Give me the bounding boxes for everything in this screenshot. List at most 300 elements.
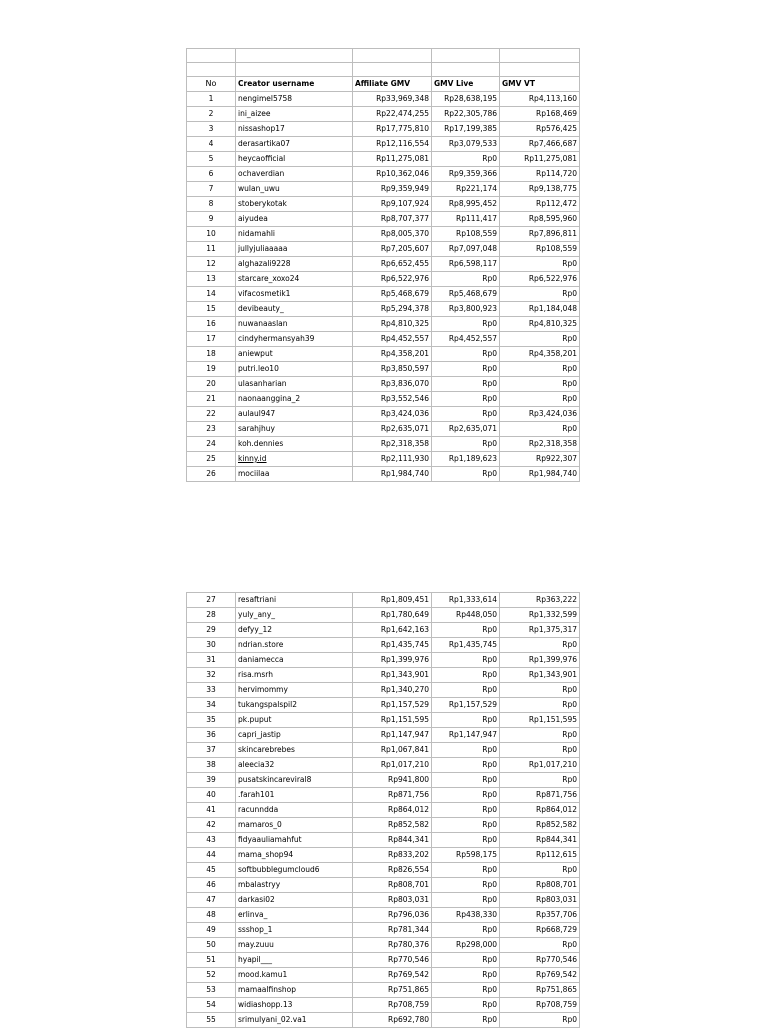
cell-gmv-live[interactable]: Rp0 [432, 968, 500, 983]
table-row [187, 197, 580, 212]
cell-username[interactable]: mbalastryy [236, 878, 353, 893]
cell-no[interactable]: 27 [187, 593, 236, 608]
cell-affiliate-gmv[interactable]: Rp5,468,679 [353, 287, 432, 302]
cell-username[interactable]: nuwanaaslan [236, 317, 353, 332]
cell-gmv-vt[interactable]: Rp576,425 [500, 122, 580, 137]
cell-gmv-live[interactable]: Rp0 [432, 437, 500, 452]
cell-affiliate-gmv[interactable]: Rp10,362,046 [353, 167, 432, 182]
cell-affiliate-gmv[interactable]: Rp941,800 [353, 773, 432, 788]
cell-no[interactable]: 4 [187, 137, 236, 152]
cell-gmv-vt[interactable]: Rp0 [500, 683, 580, 698]
cell-no[interactable]: 55 [187, 1013, 236, 1028]
cell-gmv-vt[interactable]: Rp0 [500, 362, 580, 377]
cell-affiliate-gmv[interactable]: Rp33,969,348 [353, 92, 432, 107]
cell-gmv-vt[interactable]: Rp363,222 [500, 593, 580, 608]
cell-gmv-vt[interactable]: Rp0 [500, 938, 580, 953]
table-row [187, 593, 580, 608]
cell-gmv-live[interactable]: Rp0 [432, 878, 500, 893]
cell-gmv-live[interactable]: Rp448,050 [432, 608, 500, 623]
cell-gmv-live[interactable]: Rp0 [432, 152, 500, 167]
cell-affiliate-gmv[interactable]: Rp4,810,325 [353, 317, 432, 332]
cell-no[interactable]: 19 [187, 362, 236, 377]
cell-gmv-live[interactable]: Rp0 [432, 743, 500, 758]
cell-gmv-vt[interactable]: Rp168,469 [500, 107, 580, 122]
cell-gmv-vt[interactable]: Rp7,896,811 [500, 227, 580, 242]
cell-gmv-live[interactable]: Rp1,157,529 [432, 698, 500, 713]
cell-username[interactable]: hervimommy [236, 683, 353, 698]
cell-affiliate-gmv[interactable]: Rp751,865 [353, 983, 432, 998]
cell-gmv-vt[interactable]: Rp0 [500, 638, 580, 653]
cell-gmv-live[interactable]: Rp28,638,195 [432, 92, 500, 107]
table-row [187, 998, 580, 1013]
cell-no[interactable]: 28 [187, 608, 236, 623]
cell-no[interactable]: 7 [187, 182, 236, 197]
cell-gmv-vt[interactable]: Rp6,522,976 [500, 272, 580, 287]
cell-affiliate-gmv[interactable]: Rp1,984,740 [353, 467, 432, 482]
cell-username[interactable]: daniamecca [236, 653, 353, 668]
cell-username[interactable]: putri.leo10 [236, 362, 353, 377]
cell-username[interactable]: resaftriani [236, 593, 353, 608]
cell-gmv-vt[interactable]: Rp871,756 [500, 788, 580, 803]
cell-no[interactable]: 23 [187, 422, 236, 437]
cell-affiliate-gmv[interactable]: Rp2,635,071 [353, 422, 432, 437]
cell-no[interactable]: 1 [187, 92, 236, 107]
cell-username[interactable]: aiyudea [236, 212, 353, 227]
table-row [187, 773, 580, 788]
table-row [187, 983, 580, 998]
cell-gmv-live[interactable]: Rp0 [432, 347, 500, 362]
cell-username[interactable]: heycaofficial [236, 152, 353, 167]
cell-username[interactable]: yuly_any_ [236, 608, 353, 623]
cell-username[interactable]: aulaul947 [236, 407, 353, 422]
cell-gmv-vt[interactable]: Rp803,031 [500, 893, 580, 908]
cell-affiliate-gmv[interactable]: Rp833,202 [353, 848, 432, 863]
cell-gmv-live[interactable]: Rp0 [432, 758, 500, 773]
cell-affiliate-gmv[interactable]: Rp770,546 [353, 953, 432, 968]
cell-no[interactable]: 43 [187, 833, 236, 848]
table-row [187, 923, 580, 938]
cell-no[interactable]: 2 [187, 107, 236, 122]
cell-gmv-vt[interactable]: Rp4,358,201 [500, 347, 580, 362]
cell-gmv-vt[interactable]: Rp0 [500, 1013, 580, 1028]
cell-gmv-live[interactable]: Rp17,199,385 [432, 122, 500, 137]
cell-gmv-vt[interactable]: Rp708,759 [500, 998, 580, 1013]
cell-gmv-live[interactable]: Rp9,359,366 [432, 167, 500, 182]
cell-gmv-live[interactable]: Rp3,800,923 [432, 302, 500, 317]
cell-gmv-live[interactable]: Rp1,333,614 [432, 593, 500, 608]
cell-gmv-live[interactable]: Rp0 [432, 863, 500, 878]
cell-no[interactable]: 22 [187, 407, 236, 422]
cell-gmv-vt[interactable]: Rp0 [500, 257, 580, 272]
cell-gmv-vt[interactable]: Rp0 [500, 698, 580, 713]
cell-no[interactable]: 26 [187, 467, 236, 482]
cell-no[interactable]: 38 [187, 758, 236, 773]
cell-affiliate-gmv[interactable]: Rp3,552,546 [353, 392, 432, 407]
cell-username[interactable]: stoberykotak [236, 197, 353, 212]
cell-username[interactable]: pk.puput [236, 713, 353, 728]
cell-gmv-vt[interactable]: Rp1,151,595 [500, 713, 580, 728]
cell-affiliate-gmv[interactable]: Rp9,107,924 [353, 197, 432, 212]
cell-affiliate-gmv[interactable]: Rp6,522,976 [353, 272, 432, 287]
cell-gmv-live[interactable]: Rp0 [432, 317, 500, 332]
cell-gmv-live[interactable]: Rp6,598,117 [432, 257, 500, 272]
cell-affiliate-gmv[interactable]: Rp826,554 [353, 863, 432, 878]
cell-no[interactable]: 50 [187, 938, 236, 953]
table-row [187, 938, 580, 953]
cell-gmv-vt[interactable]: Rp844,341 [500, 833, 580, 848]
cell-username[interactable]: skincarebrebes [236, 743, 353, 758]
cell-gmv-live[interactable]: Rp7,097,048 [432, 242, 500, 257]
cell-affiliate-gmv[interactable]: Rp17,775,810 [353, 122, 432, 137]
cell-affiliate-gmv[interactable]: Rp9,359,949 [353, 182, 432, 197]
cell-username[interactable]: mamaros_0 [236, 818, 353, 833]
cell-gmv-vt[interactable]: Rp770,546 [500, 953, 580, 968]
cell-gmv-live[interactable]: Rp0 [432, 467, 500, 482]
cell-username[interactable]: softbubblegumcloud6 [236, 863, 353, 878]
cell-no[interactable]: 3 [187, 122, 236, 137]
cell-no[interactable]: 49 [187, 923, 236, 938]
cell-gmv-live[interactable]: Rp0 [432, 833, 500, 848]
cell-username[interactable]: devibeauty_ [236, 302, 353, 317]
cell-affiliate-gmv[interactable]: Rp864,012 [353, 803, 432, 818]
cell-gmv-live[interactable]: Rp108,559 [432, 227, 500, 242]
cell-gmv-vt[interactable]: Rp0 [500, 287, 580, 302]
cell-no[interactable]: 13 [187, 272, 236, 287]
cell-gmv-live[interactable]: Rp0 [432, 788, 500, 803]
cell-gmv-live[interactable]: Rp0 [432, 377, 500, 392]
cell-gmv-vt[interactable]: Rp0 [500, 743, 580, 758]
cell-gmv-live[interactable]: Rp8,995,452 [432, 197, 500, 212]
cell-no[interactable]: 51 [187, 953, 236, 968]
cell-no[interactable]: 41 [187, 803, 236, 818]
cell-affiliate-gmv[interactable]: Rp6,652,455 [353, 257, 432, 272]
cell-affiliate-gmv[interactable]: Rp2,111,930 [353, 452, 432, 467]
cell-gmv-vt[interactable]: Rp0 [500, 332, 580, 347]
cell-gmv-vt[interactable]: Rp1,184,048 [500, 302, 580, 317]
cell-affiliate-gmv[interactable]: Rp844,341 [353, 833, 432, 848]
table-row [187, 122, 580, 137]
cell-affiliate-gmv[interactable]: Rp1,642,163 [353, 623, 432, 638]
cell-gmv-live[interactable]: Rp22,305,786 [432, 107, 500, 122]
cell-affiliate-gmv[interactable]: Rp1,147,947 [353, 728, 432, 743]
table-row [187, 362, 580, 377]
cell-gmv-live[interactable]: Rp0 [432, 773, 500, 788]
cell-username[interactable]: hyapil___ [236, 953, 353, 968]
cell-no[interactable]: 29 [187, 623, 236, 638]
cell-affiliate-gmv[interactable]: Rp1,435,745 [353, 638, 432, 653]
table-row [187, 743, 580, 758]
cell-no[interactable]: 45 [187, 863, 236, 878]
cell-no[interactable]: 52 [187, 968, 236, 983]
cell-gmv-vt[interactable]: Rp1,399,976 [500, 653, 580, 668]
cell-affiliate-gmv[interactable]: Rp3,850,597 [353, 362, 432, 377]
cell-gmv-live[interactable]: Rp0 [432, 668, 500, 683]
header-gmv-live[interactable]: GMV Live [432, 77, 500, 92]
cell-gmv-live[interactable]: Rp298,000 [432, 938, 500, 953]
table-row [187, 302, 580, 317]
cell-gmv-live[interactable]: Rp0 [432, 1013, 500, 1028]
cell-gmv-live[interactable]: Rp0 [432, 953, 500, 968]
cell-gmv-live[interactable]: Rp0 [432, 623, 500, 638]
cell-no[interactable]: 32 [187, 668, 236, 683]
cell-affiliate-gmv[interactable]: Rp796,036 [353, 908, 432, 923]
cell-username[interactable]: sarahjhuy [236, 422, 353, 437]
cell-gmv-live[interactable]: Rp0 [432, 683, 500, 698]
cell-gmv-vt[interactable]: Rp668,729 [500, 923, 580, 938]
table-row [187, 257, 580, 272]
cell-gmv-vt[interactable]: Rp4,113,160 [500, 92, 580, 107]
cell-affiliate-gmv[interactable]: Rp1,151,595 [353, 713, 432, 728]
cell-username[interactable]: starcare_xoxo24 [236, 272, 353, 287]
cell-gmv-vt[interactable]: Rp357,706 [500, 908, 580, 923]
cell-gmv-live[interactable]: Rp0 [432, 407, 500, 422]
cell-affiliate-gmv[interactable]: Rp1,340,270 [353, 683, 432, 698]
cell-affiliate-gmv[interactable]: Rp3,836,070 [353, 377, 432, 392]
cell-gmv-live[interactable]: Rp0 [432, 803, 500, 818]
cell-gmv-vt[interactable]: Rp808,701 [500, 878, 580, 893]
cell-no[interactable]: 18 [187, 347, 236, 362]
cell-username[interactable]: ini_aizee [236, 107, 353, 122]
cell-gmv-vt[interactable]: Rp9,138,775 [500, 182, 580, 197]
cell-username[interactable]: mamaalfinshop [236, 983, 353, 998]
cell-gmv-vt[interactable]: Rp3,424,036 [500, 407, 580, 422]
cell-username[interactable]: risa.msrh [236, 668, 353, 683]
cell-username[interactable]: ochaverdian [236, 167, 353, 182]
cell-username[interactable]: fidyaauliamahfut [236, 833, 353, 848]
cell-gmv-vt[interactable]: Rp114,720 [500, 167, 580, 182]
cell-affiliate-gmv[interactable]: Rp1,780,649 [353, 608, 432, 623]
table-row [187, 953, 580, 968]
cell-username[interactable]: nidamahli [236, 227, 353, 242]
cell-affiliate-gmv[interactable]: Rp781,344 [353, 923, 432, 938]
cell-gmv-vt[interactable]: Rp1,332,599 [500, 608, 580, 623]
cell-no[interactable]: 15 [187, 302, 236, 317]
cell-affiliate-gmv[interactable]: Rp769,542 [353, 968, 432, 983]
cell-username[interactable]: tukangspalspil2 [236, 698, 353, 713]
cell-gmv-live[interactable]: Rp221,174 [432, 182, 500, 197]
cell-gmv-vt[interactable]: Rp0 [500, 728, 580, 743]
cell-gmv-live[interactable]: Rp0 [432, 713, 500, 728]
cell-gmv-live[interactable]: Rp598,175 [432, 848, 500, 863]
header-affiliate-gmv[interactable]: Affiliate GMV [353, 77, 432, 92]
table-row [187, 653, 580, 668]
cell-affiliate-gmv[interactable]: Rp1,343,901 [353, 668, 432, 683]
cell-username[interactable]: nissashop17 [236, 122, 353, 137]
cell-affiliate-gmv[interactable]: Rp871,756 [353, 788, 432, 803]
cell-gmv-vt[interactable]: Rp0 [500, 422, 580, 437]
cell-no[interactable]: 16 [187, 317, 236, 332]
cell-no[interactable]: 53 [187, 983, 236, 998]
cell-username[interactable]: mociilaa [236, 467, 353, 482]
cell-gmv-vt[interactable]: Rp112,615 [500, 848, 580, 863]
cell-gmv-vt[interactable]: Rp864,012 [500, 803, 580, 818]
cell-username[interactable]: aleecia32 [236, 758, 353, 773]
table-row [187, 107, 580, 122]
cell-username[interactable]: kinny.id [236, 452, 353, 467]
cell-gmv-vt[interactable]: Rp0 [500, 863, 580, 878]
cell-affiliate-gmv[interactable]: Rp7,205,607 [353, 242, 432, 257]
table-row [187, 467, 580, 482]
cell-gmv-vt[interactable]: Rp1,017,210 [500, 758, 580, 773]
cell-username[interactable]: vifacosmetik1 [236, 287, 353, 302]
table-row [187, 728, 580, 743]
cell-gmv-vt[interactable]: Rp108,559 [500, 242, 580, 257]
cell-username[interactable]: wulan_uwu [236, 182, 353, 197]
cell-username[interactable]: koh.dennies [236, 437, 353, 452]
cell-username[interactable]: mood.kamu1 [236, 968, 353, 983]
cell-no[interactable]: 5 [187, 152, 236, 167]
cell-affiliate-gmv[interactable]: Rp2,318,358 [353, 437, 432, 452]
header-username[interactable]: Creator username [236, 77, 353, 92]
cell-no[interactable]: 35 [187, 713, 236, 728]
cell-username[interactable]: defyy_12 [236, 623, 353, 638]
cell-username[interactable]: erlinva_ [236, 908, 353, 923]
cell-username[interactable]: derasartika07 [236, 137, 353, 152]
cell-affiliate-gmv[interactable]: Rp1,157,529 [353, 698, 432, 713]
cell-gmv-live[interactable]: Rp2,635,071 [432, 422, 500, 437]
cell-gmv-vt[interactable]: Rp1,984,740 [500, 467, 580, 482]
cell-affiliate-gmv[interactable]: Rp803,031 [353, 893, 432, 908]
cell-no[interactable]: 33 [187, 683, 236, 698]
cell-username[interactable]: ndrian.store [236, 638, 353, 653]
cell-username[interactable]: srimulyani_02.va1 [236, 1013, 353, 1028]
cell-gmv-live[interactable]: Rp4,452,557 [432, 332, 500, 347]
cell-username[interactable]: may.zuuu [236, 938, 353, 953]
cell-affiliate-gmv[interactable]: Rp12,116,554 [353, 137, 432, 152]
cell-gmv-live[interactable]: Rp1,147,947 [432, 728, 500, 743]
cell-affiliate-gmv[interactable]: Rp11,275,081 [353, 152, 432, 167]
cell-gmv-vt[interactable]: Rp0 [500, 773, 580, 788]
cell-affiliate-gmv[interactable]: Rp780,376 [353, 938, 432, 953]
cell-username[interactable]: naonaanggina_2 [236, 392, 353, 407]
cell-username[interactable]: capri_jastip [236, 728, 353, 743]
cell-no[interactable]: 20 [187, 377, 236, 392]
cell-username[interactable]: aniewput [236, 347, 353, 362]
cell-gmv-live[interactable]: Rp0 [432, 392, 500, 407]
cell-affiliate-gmv[interactable]: Rp8,707,377 [353, 212, 432, 227]
cell-username[interactable]: jullyjuliaaaaa [236, 242, 353, 257]
cell-gmv-live[interactable]: Rp0 [432, 923, 500, 938]
cell-gmv-vt[interactable]: Rp922,307 [500, 452, 580, 467]
cell-no[interactable]: 54 [187, 998, 236, 1013]
cell-no[interactable]: 31 [187, 653, 236, 668]
cell-username[interactable]: pusatskincareviral8 [236, 773, 353, 788]
cell-no[interactable]: 47 [187, 893, 236, 908]
cell-affiliate-gmv[interactable]: Rp1,399,976 [353, 653, 432, 668]
cell-affiliate-gmv[interactable]: Rp22,474,255 [353, 107, 432, 122]
cell-no[interactable]: 25 [187, 452, 236, 467]
cell-no[interactable]: 17 [187, 332, 236, 347]
cell-affiliate-gmv[interactable]: Rp4,452,557 [353, 332, 432, 347]
cell-gmv-live[interactable]: Rp111,417 [432, 212, 500, 227]
cell-no[interactable]: 44 [187, 848, 236, 863]
cell-gmv-vt[interactable]: Rp1,343,901 [500, 668, 580, 683]
cell-no[interactable]: 24 [187, 437, 236, 452]
cell-no[interactable]: 39 [187, 773, 236, 788]
cell-affiliate-gmv[interactable]: Rp692,780 [353, 1013, 432, 1028]
cell-affiliate-gmv[interactable]: Rp1,067,841 [353, 743, 432, 758]
cell-no[interactable]: 48 [187, 908, 236, 923]
cell-username[interactable]: alghazali9228 [236, 257, 353, 272]
cell-gmv-live[interactable]: Rp0 [432, 362, 500, 377]
cell-username[interactable]: .farah101 [236, 788, 353, 803]
cell-affiliate-gmv[interactable]: Rp1,017,210 [353, 758, 432, 773]
cell-gmv-vt[interactable]: Rp1,375,317 [500, 623, 580, 638]
cell-gmv-vt[interactable]: Rp4,810,325 [500, 317, 580, 332]
cell-username[interactable]: darkasi02 [236, 893, 353, 908]
cell-no[interactable]: 14 [187, 287, 236, 302]
cell-gmv-vt[interactable]: Rp852,582 [500, 818, 580, 833]
cell-affiliate-gmv[interactable]: Rp708,759 [353, 998, 432, 1013]
cell-gmv-vt[interactable]: Rp7,466,687 [500, 137, 580, 152]
cell-gmv-vt[interactable]: Rp112,472 [500, 197, 580, 212]
cell-affiliate-gmv[interactable]: Rp3,424,036 [353, 407, 432, 422]
cell-gmv-vt[interactable]: Rp751,865 [500, 983, 580, 998]
cell-affiliate-gmv[interactable]: Rp808,701 [353, 878, 432, 893]
cell-gmv-vt[interactable]: Rp0 [500, 392, 580, 407]
cell-gmv-live[interactable]: Rp0 [432, 272, 500, 287]
cell-no[interactable]: 11 [187, 242, 236, 257]
cell-gmv-vt[interactable]: Rp0 [500, 377, 580, 392]
cell-no[interactable]: 21 [187, 392, 236, 407]
cell-gmv-live[interactable]: Rp0 [432, 998, 500, 1013]
cell-affiliate-gmv[interactable]: Rp1,809,451 [353, 593, 432, 608]
table-row [187, 803, 580, 818]
cell-affiliate-gmv[interactable]: Rp8,005,370 [353, 227, 432, 242]
cell-gmv-live[interactable]: Rp0 [432, 893, 500, 908]
cell-no[interactable]: 37 [187, 743, 236, 758]
cell-affiliate-gmv[interactable]: Rp5,294,378 [353, 302, 432, 317]
cell-no[interactable]: 34 [187, 698, 236, 713]
cell-gmv-live[interactable]: Rp0 [432, 983, 500, 998]
cell-gmv-vt[interactable]: Rp11,275,081 [500, 152, 580, 167]
cell-gmv-live[interactable]: Rp0 [432, 818, 500, 833]
header-no[interactable]: No [187, 77, 236, 92]
cell-no[interactable]: 12 [187, 257, 236, 272]
cell-no[interactable]: 9 [187, 212, 236, 227]
cell-no[interactable]: 8 [187, 197, 236, 212]
cell-gmv-vt[interactable]: Rp769,542 [500, 968, 580, 983]
header-gmv-vt[interactable]: GMV VT [500, 77, 580, 92]
cell-affiliate-gmv[interactable]: Rp4,358,201 [353, 347, 432, 362]
cell-username[interactable]: mama_shop94 [236, 848, 353, 863]
cell-username[interactable]: racunndda [236, 803, 353, 818]
cell-username[interactable]: nengimel5758 [236, 92, 353, 107]
cell-gmv-live[interactable]: Rp3,079,533 [432, 137, 500, 152]
cell-no[interactable]: 40 [187, 788, 236, 803]
cell-no[interactable]: 10 [187, 227, 236, 242]
cell-username[interactable]: ssshop_1 [236, 923, 353, 938]
cell-gmv-live[interactable]: Rp1,189,623 [432, 452, 500, 467]
cell-no[interactable]: 36 [187, 728, 236, 743]
cell-gmv-vt[interactable]: Rp8,595,960 [500, 212, 580, 227]
cell-no[interactable]: 46 [187, 878, 236, 893]
table-row [187, 863, 580, 878]
cell-no[interactable]: 42 [187, 818, 236, 833]
cell-gmv-vt[interactable]: Rp2,318,358 [500, 437, 580, 452]
cell-gmv-live[interactable]: Rp438,330 [432, 908, 500, 923]
cell-username[interactable]: cindyhermansyah39 [236, 332, 353, 347]
cell-gmv-live[interactable]: Rp5,468,679 [432, 287, 500, 302]
cell-gmv-live[interactable]: Rp0 [432, 653, 500, 668]
cell-gmv-live[interactable]: Rp1,435,745 [432, 638, 500, 653]
cell-no[interactable]: 6 [187, 167, 236, 182]
cell-no[interactable]: 30 [187, 638, 236, 653]
cell-username[interactable]: ulasanharian [236, 377, 353, 392]
cell-affiliate-gmv[interactable]: Rp852,582 [353, 818, 432, 833]
table-row [187, 833, 580, 848]
cell-username[interactable]: widiashopp.13 [236, 998, 353, 1013]
